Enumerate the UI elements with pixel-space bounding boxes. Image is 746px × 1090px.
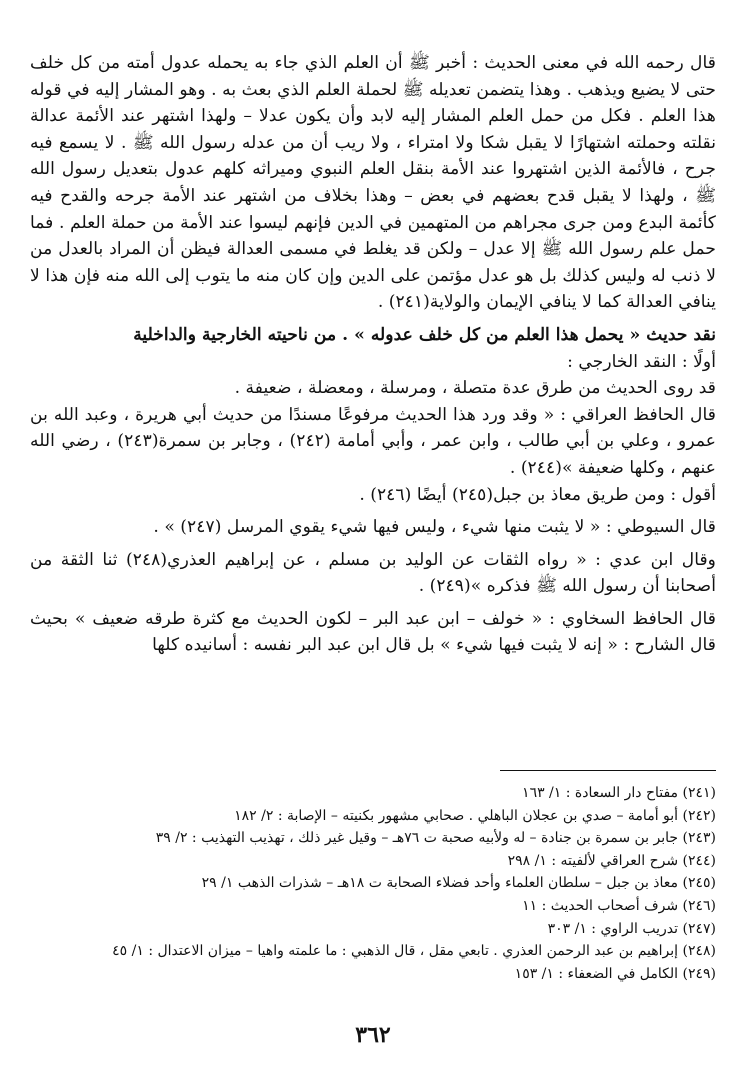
footnotes: [30, 782, 716, 985]
footnote: (٢٤٥) معاذ بن جبل – سلطان العلماء وأحد فضلاء الصحابة ت ١٨هـ – شذرات الذهب ١/ ٢٩: [201, 875, 716, 892]
body-paragraph: قال رحمه الله في معنى الحديث : أخبر ﷺ أن العلم الذي جاء به يحمله عدول أمته من كل خلف حتى لا يضيع ويذهب . وهذا يتضمن تعديله ﷺ لحملة العلم الذي بعث به . وهو المشار إليه في قوله هذا العلم . فكل من حمل العلم المشار إليه لابد وأن يكون عدلا – ولهذا اشتهر عند الأئمة عدالة نقلته وحملته اشتهارًا لا يقبل شكا ولا امتراء ، ولا ريب أن من عدله رسول الله ﷺ . لا يسمع فيه جرح ، فالأئمة الذين اشتهروا عند الأمة بنقل العلم النبوي وميراثه كلهم عدول بتعديل رسول الله ﷺ ، ولهذا لا يقبل قدح بعضهم في بعض – وهذا بخلاف من اشتهر عند الأمة جرحه والقدح فيه كأئمة البدع ومن جرى مجراهم من المتهمين في الدين فإنهم ليسوا عند الأمة من حملة العلم . فما حمل علم رسول الله ﷺ إلا عدل – ولكن قد يغلط في مسمى العدالة فيظن أن المراد بالعدل من لا ذنب له وليس كذلك بل هو عدل مؤتمن على الدين وإن كان منه ما يتوب إلى الله منه فإن هذا لا ينافي العدالة كما لا ينافي الإيمان والولاية(٢٤١) .: [30, 53, 716, 313]
footnote: (٢٤٢) أبو أمامة – صدي بن عجلان الباهلي . صحابي مشهور بكنيته – الإصابة : ٢/ ١٨٢: [234, 807, 716, 824]
body-paragraph: قال الحافظ السخاوي : « خولف – ابن عبد البر – لكون الحديث مع كثرة طرقه ضعيف » بحيث قال الشارح : « إنه لا يثبت فيها شيء » بل قال ابن عبد البر نفسه : أسانيده كلها: [30, 608, 716, 656]
footnote: (٢٤٩) الكامل في الضعفاء : ١/ ١٥٣: [514, 965, 716, 982]
subsection-heading: أولًا : النقد الخارجي :: [567, 351, 716, 372]
main-text: [30, 50, 716, 659]
footnote-divider: [500, 770, 716, 771]
footnote: (٢٤٤) شرح العراقي لألفيته : ١/ ٢٩٨: [507, 852, 716, 869]
footnote: (٢٤٣) جابر بن سمرة بن جنادة – له ولأبيه صحبة ت ٧٦هـ – وقيل غير ذلك ، تهذيب التهذيب : ٢/ ٣٩: [155, 830, 716, 847]
footnote: (٢٤٨) إبراهيم بن عبد الرحمن العذري . تابعي مقل ، قال الذهبي : ما علمته واهيا – ميزان الاعتدال : ١/ ٤٥: [112, 943, 716, 960]
body-paragraph: قال الحافظ العراقي : « وقد ورد هذا الحديث مرفوعًا مسندًا من حديث أبي هريرة ، وعبد الله بن عمرو ، وعلي بن أبي طالب ، وابن عمر ، وأبي أمامة (٢٤٢) ، وجابر بن سمرة(٢٤٣) ، رضي الله عنهم ، وكلها ضعيفة »(٢٤٤) .: [30, 404, 717, 478]
footnote: (٢٤٦) شرف أصحاب الحديث : ١١: [522, 897, 716, 914]
body-paragraph: قال السيوطي : « لا يثبت منها شيء ، وليس فيها شيء يقوي المرسل (٢٤٧) » .: [153, 517, 716, 538]
body-paragraph: قد روى الحديث من طرق عدة متصلة ، ومرسلة ، ومعضلة ، ضعيفة .: [234, 378, 716, 399]
footnote: (٢٤٧) تدريب الراوي : ١/ ٣٠٣: [547, 920, 716, 937]
body-paragraph: وقال ابن عدي : « رواه الثقات عن الوليد بن مسلم ، عن إبراهيم العذري(٢٤٨) ثنا الثقة من أصحابنا أن رسول الله ﷺ فذكره »(٢٤٩) .: [30, 549, 716, 597]
section-heading: نقد حديث « يحمل هذا العلم من كل خلف عدوله » . من ناحيته الخارجية والداخلية: [133, 324, 716, 345]
footnote: (٢٤١) مفتاح دار السعادة : ١/ ١٦٣: [522, 785, 716, 801]
page-number: ٣٦٢: [355, 1022, 391, 1048]
body-paragraph: أقول : ومن طريق معاذ بن جبل(٢٤٥) أيضًا (٢٤٦) .: [359, 484, 716, 505]
